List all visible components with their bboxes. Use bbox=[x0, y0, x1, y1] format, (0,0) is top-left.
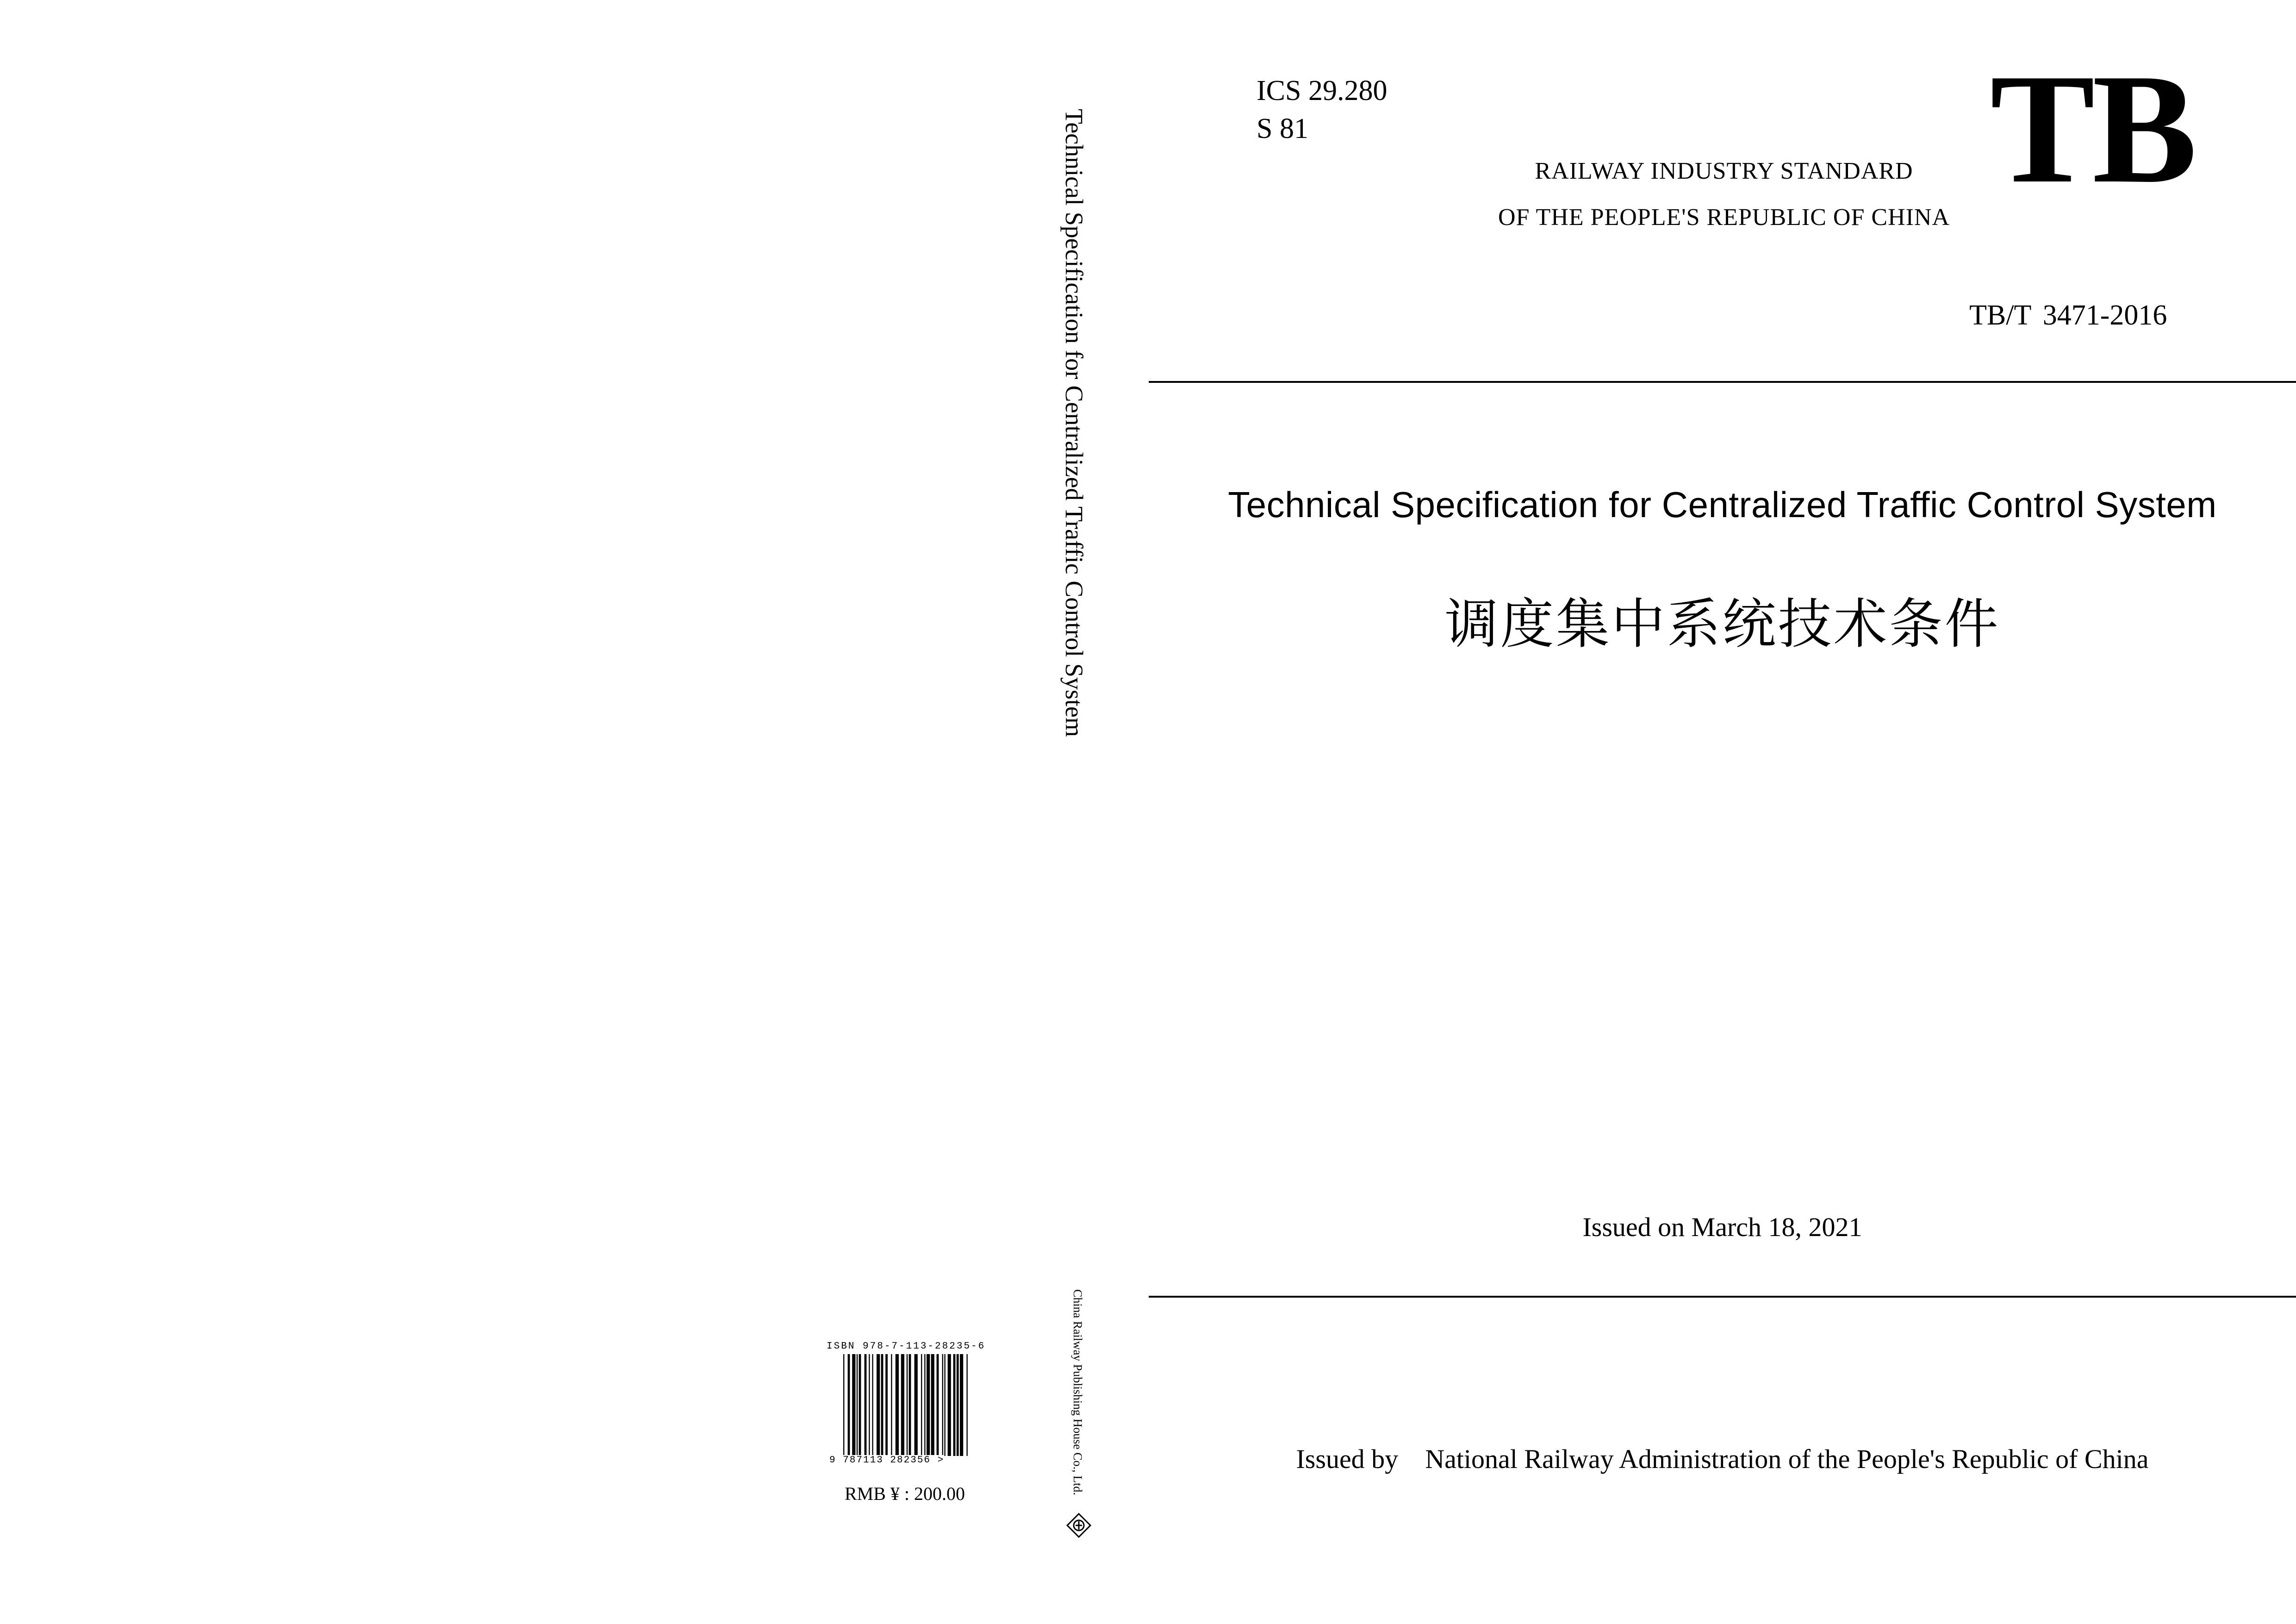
industry-standard-line-1: RAILWAY INDUSTRY STANDARD bbox=[1535, 158, 1913, 184]
barcode-bar bbox=[942, 1354, 943, 1456]
barcode-bar bbox=[901, 1354, 904, 1456]
spine-publisher: China Railway Publishing House Co., Ltd. bbox=[1071, 1289, 1084, 1495]
barcode-bar bbox=[896, 1354, 899, 1456]
tb-brand-mark: TB bbox=[1990, 41, 2195, 216]
barcode-bar bbox=[909, 1354, 911, 1456]
barcode-bar bbox=[852, 1354, 855, 1456]
ics-code: ICS 29.280 bbox=[1257, 75, 1388, 106]
barcode-bar bbox=[885, 1354, 888, 1456]
isbn-number: ISBN 978-7-113-28235-6 bbox=[827, 1341, 986, 1352]
isbn-barcode bbox=[841, 1354, 985, 1461]
barcode-bar bbox=[921, 1354, 922, 1456]
standard-number: TB/T 3471-2016 bbox=[1969, 300, 2167, 331]
s-code: S 81 bbox=[1257, 113, 1308, 144]
barcode-bar bbox=[948, 1354, 951, 1456]
barcode-bar bbox=[891, 1354, 892, 1456]
barcode-digits: 9 787113 282356 > bbox=[829, 1455, 945, 1466]
price-label: RMB ¥ : 200.00 bbox=[845, 1483, 965, 1504]
spine-title: Technical Specification for Centralized Traffic Control System bbox=[1060, 109, 1088, 737]
barcode-bar bbox=[957, 1354, 959, 1456]
classification-codes bbox=[1257, 72, 1387, 148]
barcode-bar bbox=[924, 1354, 925, 1456]
barcode-bar bbox=[877, 1354, 880, 1456]
barcode-bar bbox=[960, 1354, 963, 1456]
document-title-english: Technical Specification for Centralized Traffic Control System bbox=[1228, 484, 2217, 525]
barcode-bar bbox=[872, 1354, 873, 1456]
barcode-bar bbox=[869, 1354, 870, 1456]
barcode-bar bbox=[966, 1354, 967, 1456]
industry-standard-line-2: OF THE PEOPLE'S REPUBLIC OF CHINA bbox=[1498, 204, 1950, 231]
barcode-bar bbox=[927, 1354, 930, 1456]
barcode-bar bbox=[857, 1354, 858, 1456]
barcode-bar bbox=[865, 1354, 867, 1456]
top-divider bbox=[1149, 381, 2296, 383]
issued-by-label: Issued by bbox=[1296, 1444, 1399, 1474]
barcode-bar bbox=[931, 1354, 934, 1456]
barcode-bar bbox=[859, 1354, 861, 1456]
publisher-logo-icon bbox=[1066, 1513, 1091, 1538]
barcode-bar bbox=[881, 1354, 884, 1456]
barcode-bar bbox=[915, 1354, 918, 1456]
barcode-bar bbox=[944, 1354, 945, 1456]
barcode-bar bbox=[907, 1354, 908, 1456]
issued-by-organization: National Railway Administration of the People's Republic of China bbox=[1425, 1444, 2149, 1474]
document-title-chinese: 调度集中系统技术条件 bbox=[1444, 593, 2000, 656]
issuing-authority bbox=[1149, 1443, 2296, 1474]
barcode-bar bbox=[848, 1354, 850, 1456]
barcode-bar bbox=[953, 1354, 956, 1456]
issue-date: Issued on March 18, 2021 bbox=[1582, 1212, 1862, 1242]
barcode-bar bbox=[843, 1354, 844, 1456]
barcode-bar bbox=[937, 1354, 939, 1456]
bottom-divider bbox=[1149, 1296, 2296, 1298]
